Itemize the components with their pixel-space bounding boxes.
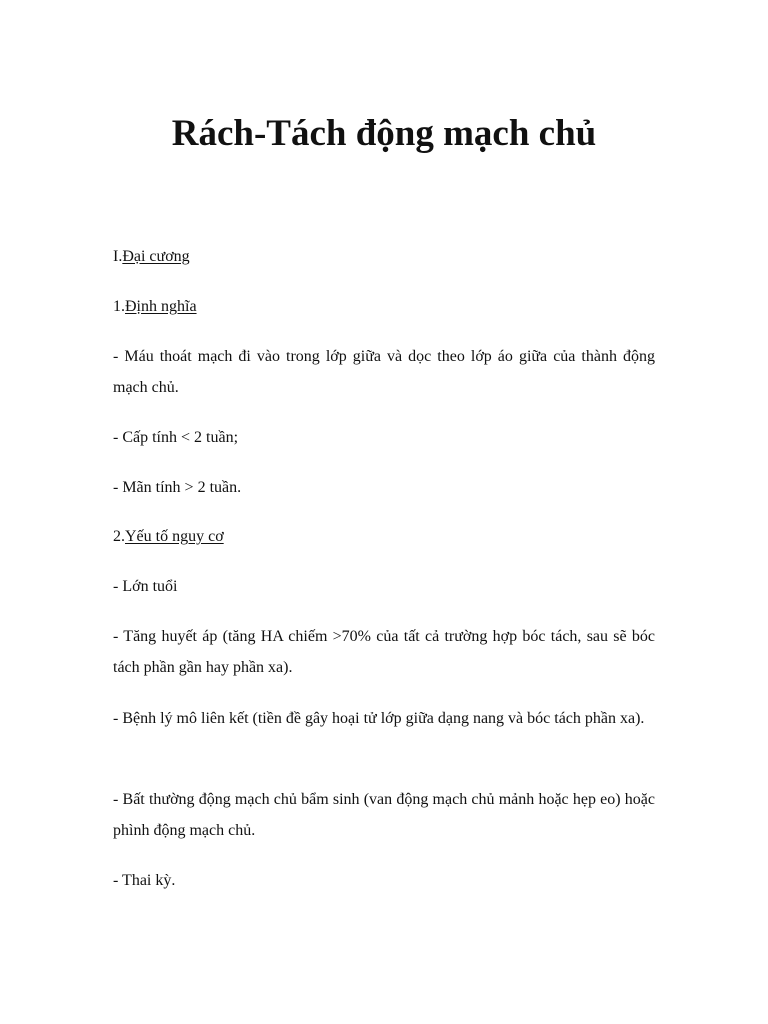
section-number: I. bbox=[113, 248, 123, 265]
subsection-heading-definition bbox=[113, 291, 655, 322]
risk-factor-item: - Bất thường động mạch chủ bẩm sinh (van động mạch chủ mảnh hoặc hẹp eo) hoặc phình động mạch chủ. bbox=[113, 791, 655, 839]
risk-factor-item: - Tăng huyết áp (tăng HA chiếm >70% của tất cả trường hợp bóc tách, sau sẽ bóc tách phần gần hay phần xa). bbox=[113, 628, 655, 676]
section-heading-text: Đại cương bbox=[122, 248, 190, 265]
risk-factor-item: - Thai kỳ. bbox=[113, 872, 176, 889]
risk-factor-item: - Bệnh lý mô liên kết (tiền đề gây hoại tử lớp giữa dạng nang và bóc tách phần xa). bbox=[113, 710, 645, 727]
risk-factor-item: - Lớn tuổi bbox=[113, 578, 178, 595]
subsection-number: 1. bbox=[113, 298, 125, 315]
subsection-heading-risk-factors bbox=[113, 521, 655, 552]
section-heading-general bbox=[113, 241, 655, 272]
definition-item: - Máu thoát mạch đi vào trong lớp giữa và dọc theo lớp áo giữa của thành động mạch chủ. bbox=[113, 348, 655, 396]
definition-item: - Cấp tính < 2 tuần; bbox=[113, 429, 239, 446]
subsection-heading-text: Định nghĩa bbox=[125, 298, 197, 315]
subsection-heading-text: Yếu tố nguy cơ bbox=[125, 528, 224, 545]
definition-item: - Mãn tính > 2 tuần. bbox=[113, 479, 242, 496]
subsection-number: 2. bbox=[113, 528, 125, 545]
page-title: Rách-Tách động mạch chủ bbox=[171, 113, 597, 154]
